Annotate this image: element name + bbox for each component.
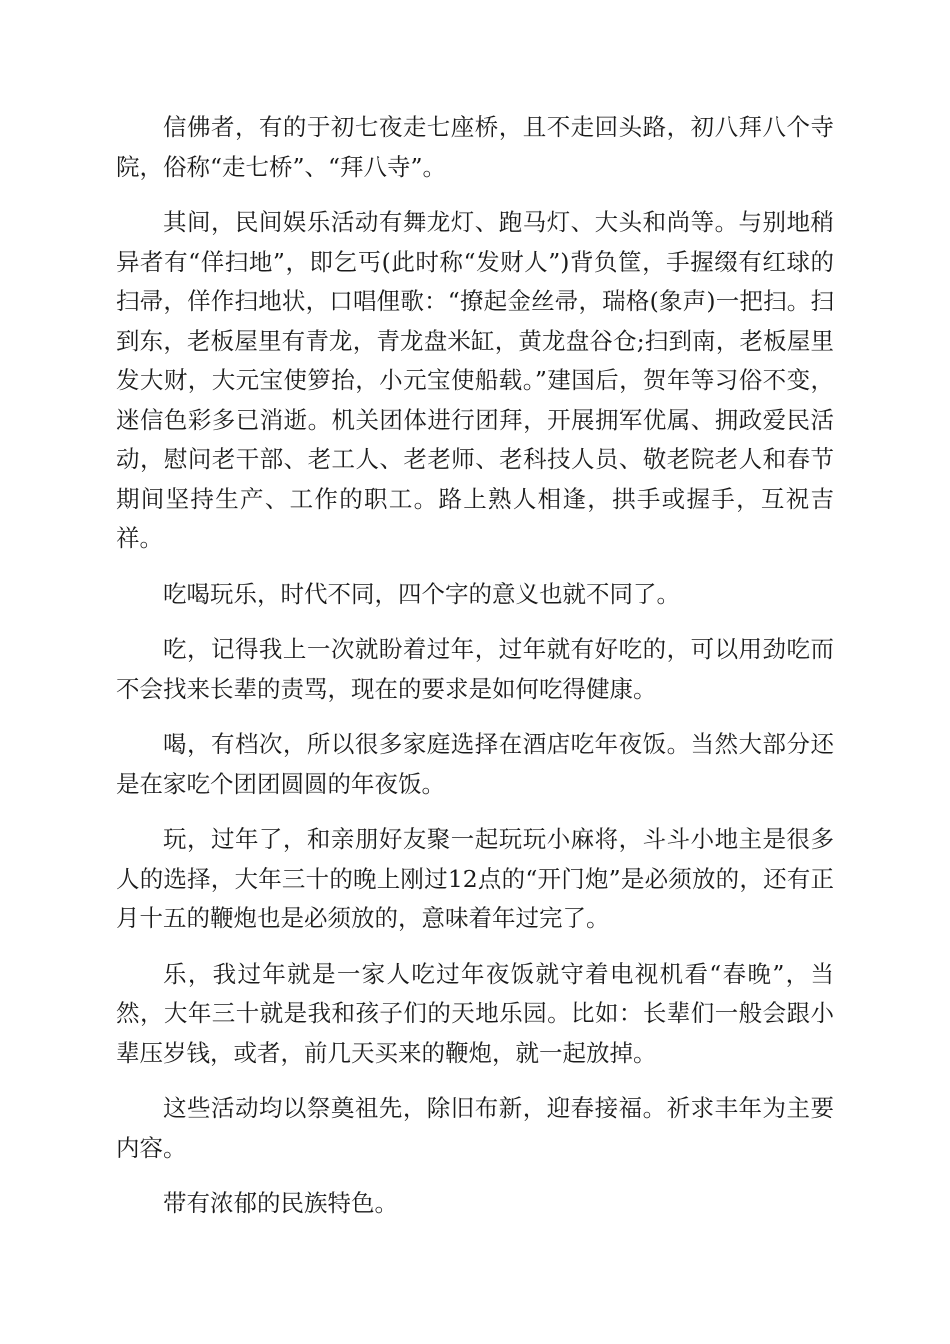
paragraph-8: 这些活动均以祭奠祖先，除旧布新，迎春接福。祈求丰年为主要内容。	[116, 1094, 834, 1162]
paragraph-6: 玩，过年了，和亲朋好友聚一起玩玩小麻将，斗斗小地主是很多人的选择，大年三十的晚上刚过12点的“开门炮”是必须放的，还有正月十五的鞭炮也是必须放的，意味着年过完了。	[116, 825, 834, 932]
paragraph-7: 乐，我过年就是一家人吃过年夜饭就守着电视机看“春晚”，当然，大年三十就是我和孩子们的天地乐园。比如：长辈们一般会跟小辈压岁钱，或者，前几天买来的鞭炮，就一起放掉。	[116, 959, 834, 1067]
document-body	[116, 108, 834, 1240]
paragraph-3: 吃喝玩乐，时代不同，四个字的意义也就不同了。	[163, 579, 680, 608]
paragraph-5: 喝，有档次，所以很多家庭选择在酒店吃年夜饭。当然大部分还是在家吃个团团圆圆的年夜饭。	[116, 730, 834, 798]
paragraph-1: 信佛者，有的于初七夜走七座桥，且不走回头路，初八拜八个寺院，俗称“走七桥”、“拜八寺”。	[116, 113, 834, 181]
paragraph-4: 吃，记得我上一次就盼着过年，过年就有好吃的，可以用劲吃而不会找来长辈的责骂，现在的要求是如何吃得健康。	[116, 635, 834, 703]
paragraph-2: 其间，民间娱乐活动有舞龙灯、跑马灯、大头和尚等。与别地稍异者有“佯扫地”，即乞丐(此时称“发财人”)背负筐，手握缀有红球的扫帚，佯作扫地状，口唱俚歌：“撩起金丝帚，瑞格(象声)一把扫。扫到东，老板屋里有青龙，青龙盘米缸，黄龙盘谷仓;扫到南，老板屋里发大财，大元宝使箩抬，小元宝使船载。”建国后，贺年等习俗不变，迷信色彩多已消逝。机关团体进行团拜，开展拥军优属、拥政爱民活动，慰问老干部、老工人、老老师、老科技人员、敬老院老人和春节期间坚持生产、工作的职工。路上熟人相逢，拱手或握手，互祝吉祥。	[116, 208, 834, 552]
paragraph-9: 带有浓郁的民族特色。	[163, 1189, 398, 1217]
